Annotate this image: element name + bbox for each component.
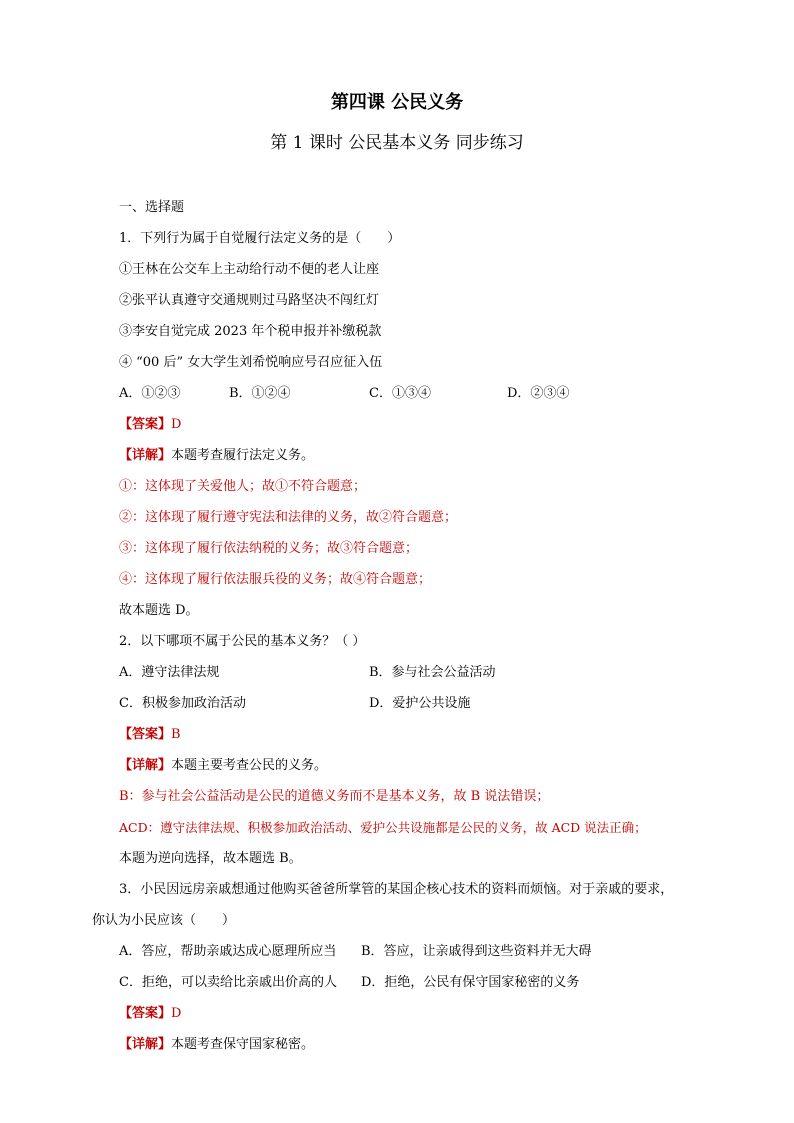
detail-text: 本题考查履行法定义务。 bbox=[171, 448, 315, 463]
detail-tag: 【详解】 bbox=[119, 448, 172, 463]
q1-stem: 1．下列行为属于自觉履行法定义务的是（ ） bbox=[119, 231, 401, 246]
q1-analysis: ③：这体现了履行依法纳税的义务；故③符合题意； bbox=[119, 541, 419, 556]
answer-tag: 【答案】 bbox=[119, 1006, 172, 1021]
q2-stem: 2．以下哪项不属于公民的基本义务？（ ） bbox=[119, 634, 366, 649]
q1-item: ①王林在公交车上主动给行动不便的老人让座 bbox=[119, 262, 380, 277]
q3-option-b: B．答应，让亲戚得到这些资料并无大碍 bbox=[361, 944, 592, 959]
q2-conclusion: 本题为逆向选择，故本题选 B。 bbox=[119, 851, 302, 866]
q1-option-b: B．①②④ bbox=[229, 386, 291, 401]
q2-analysis: B：参与社会公益活动是公民的道德义务而不是基本义务，故 B 说法错误； bbox=[119, 789, 550, 804]
answer-tag: 【答案】 bbox=[119, 727, 172, 742]
q1-analysis: ①：这体现了关爱他人；故①不符合题意； bbox=[119, 479, 367, 494]
q1-item: ②张平认真遵守交通规则过马路坚决不闯红灯 bbox=[119, 293, 380, 308]
section-heading: 一、选择题 bbox=[119, 200, 185, 215]
q1-answer bbox=[119, 416, 181, 434]
q1-detail bbox=[119, 447, 314, 465]
q3-detail bbox=[119, 1036, 314, 1054]
q1-item: ③李安自觉完成 2023 年个税申报并补缴税款 bbox=[119, 324, 382, 339]
q2-detail bbox=[119, 757, 327, 775]
detail-text: 本题考查保守国家秘密。 bbox=[171, 1037, 315, 1052]
q2-answer bbox=[119, 726, 181, 744]
q1-option-a: A．①②③ bbox=[119, 386, 181, 401]
q3-option-d: D．拒绝，公民有保守国家秘密的义务 bbox=[361, 975, 580, 990]
q1-analysis: ②：这体现了履行遵守宪法和法律的义务，故②符合题意； bbox=[119, 510, 458, 525]
q3-answer bbox=[119, 1005, 181, 1023]
answer-tag: 【答案】 bbox=[119, 417, 172, 432]
detail-text: 本题主要考查公民的义务。 bbox=[171, 758, 328, 773]
q2-option-d: D．爱护公共设施 bbox=[369, 696, 471, 711]
q1-analysis: ④：这体现了履行依法服兵役的义务；故④符合题意； bbox=[119, 572, 432, 587]
q3-stem-line1: 3．小民因远房亲戚想通过他购买爸爸所掌管的某国企核心技术的资料而烦恼。对于亲戚的要求， bbox=[119, 882, 674, 897]
q1-item: ④ “00 后” 女大学生刘希悦响应号召应征入伍 bbox=[119, 355, 383, 370]
q3-stem-line2: 你认为小民应该（ ） bbox=[92, 913, 236, 928]
q1-conclusion: 故本题选 D。 bbox=[119, 603, 199, 618]
q2-option-a: A．遵守法律法规 bbox=[119, 665, 220, 680]
detail-tag: 【详解】 bbox=[119, 758, 172, 773]
detail-tag: 【详解】 bbox=[119, 1037, 172, 1052]
answer-value: B bbox=[171, 727, 181, 742]
q3-option-c: C．拒绝，可以卖给比亲戚出价高的人 bbox=[119, 975, 337, 990]
q3-option-a: A．答应，帮助亲戚达成心愿理所应当 bbox=[119, 944, 337, 959]
lesson-subtitle: 第 1 课时 公民基本义务 同步练习 bbox=[270, 133, 524, 153]
q1-option-c: C．①③④ bbox=[369, 386, 431, 401]
q2-option-c: C．积极参加政治活动 bbox=[119, 696, 246, 711]
answer-value: D bbox=[171, 417, 182, 432]
q2-option-b: B．参与社会公益活动 bbox=[369, 665, 496, 680]
q1-option-d: D．②③④ bbox=[507, 386, 570, 401]
q2-analysis: ACD：遵守法律法规、积极参加政治活动、爱护公共设施都是公民的义务，故 ACD 说法正确； bbox=[119, 820, 647, 835]
answer-value: D bbox=[171, 1006, 182, 1021]
lesson-title: 第四课 公民义务 bbox=[330, 92, 464, 113]
